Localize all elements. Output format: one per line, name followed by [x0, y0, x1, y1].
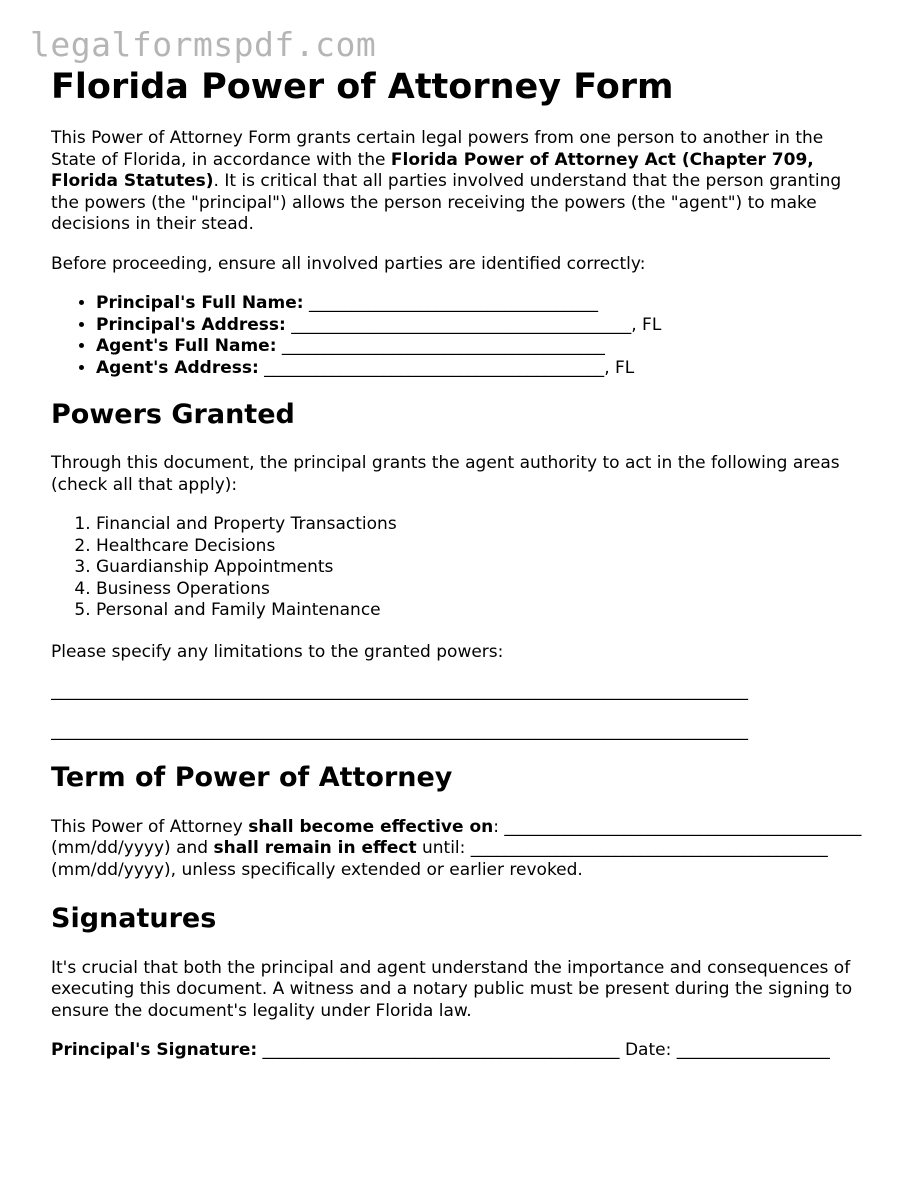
field-label: Agent's Address: [96, 357, 259, 378]
limitations-line-1[interactable]: __________________________________________________________________________________ [51, 681, 748, 702]
list-item [96, 336, 871, 358]
field-label: Principal's Address: [96, 314, 286, 335]
parties-list [51, 293, 871, 379]
signatures-paragraph: It's crucial that both the principal and agent understand the importance and consequences of executing this document. A witness and a notary public must be present during the signing to ensure the document's legality under Florida law. [51, 957, 853, 1021]
list-item: 4. Business Operations [96, 579, 871, 601]
list-item: 1. Financial and Property Transactions [96, 514, 871, 536]
end-date-blank[interactable]: until: __________________________________________ (mm/dd/yyyy), unless specifically extended or earlier revoked. [51, 838, 828, 880]
list-item: 5. Personal and Family Maintenance [96, 600, 871, 622]
limitations-lead: Please specify any limitations to the granted powers: [51, 641, 504, 662]
list-item [96, 358, 871, 380]
list-item [96, 315, 871, 337]
intro-text-2: . It is critical that all parties involved understand that the person granting the powers (the "principal") allows the person receiving the powers (the "agent") to make decisions in their stead. [51, 171, 842, 234]
principal-name-blank[interactable]: __________________________________ [303, 293, 598, 313]
list-item [96, 293, 871, 315]
principal-signature-line [51, 1040, 871, 1062]
term-text-1: This Power of Attorney [51, 816, 249, 837]
term-bold-1: shall become effective on [248, 816, 494, 837]
powers-lead: Through this document, the principal grants the agent authority to act in the following areas (check all that apply): [51, 453, 840, 495]
list-item: 2. Healthcare Decisions [96, 536, 871, 558]
agent-name-blank[interactable]: ______________________________________ [276, 336, 605, 356]
term-bold-2: shall remain in effect [213, 838, 417, 859]
list-item: 3. Guardianship Appointments [96, 557, 871, 579]
intro-text-1: This Power of Attorney Form grants certain legal powers from one person to another in the State of Florida, in accordance with the [51, 128, 824, 170]
principal-address-blank[interactable]: ________________________________________ [285, 314, 632, 335]
document-page [51, 66, 871, 1080]
principal-signature-blank[interactable]: __________________________________________ Date: __________________ [257, 1040, 830, 1061]
principal-signature-label: Principal's Signature: [51, 1040, 258, 1061]
effective-date-blank[interactable]: : __________________________________________ (mm/dd/yyyy) and [51, 816, 862, 859]
powers-heading: Powers Granted [51, 399, 295, 430]
limitations-line-2[interactable]: __________________________________________________________________________________ [51, 720, 748, 741]
agent-address-blank[interactable]: ________________________________________ [258, 357, 605, 378]
field-label: Agent's Full Name: [96, 336, 277, 356]
field-label: Principal's Full Name: [96, 293, 304, 313]
parties-lead: Before proceeding, ensure all involved parties are identified correctly: [51, 253, 646, 274]
page-title: Florida Power of Attorney Form [51, 67, 674, 107]
powers-list [51, 514, 871, 622]
term-heading: Term of Power of Attorney [51, 762, 453, 794]
term-paragraph [51, 817, 871, 882]
watermark: legalformspdf.com [30, 25, 377, 64]
intro-act-name: Florida Power of Attorney Act (Chapter 709, Florida Statutes) [51, 149, 814, 191]
signatures-heading: Signatures [51, 903, 217, 935]
intro-paragraph [51, 128, 871, 236]
field-suffix: , FL [631, 314, 662, 335]
field-suffix: , FL [604, 357, 635, 378]
